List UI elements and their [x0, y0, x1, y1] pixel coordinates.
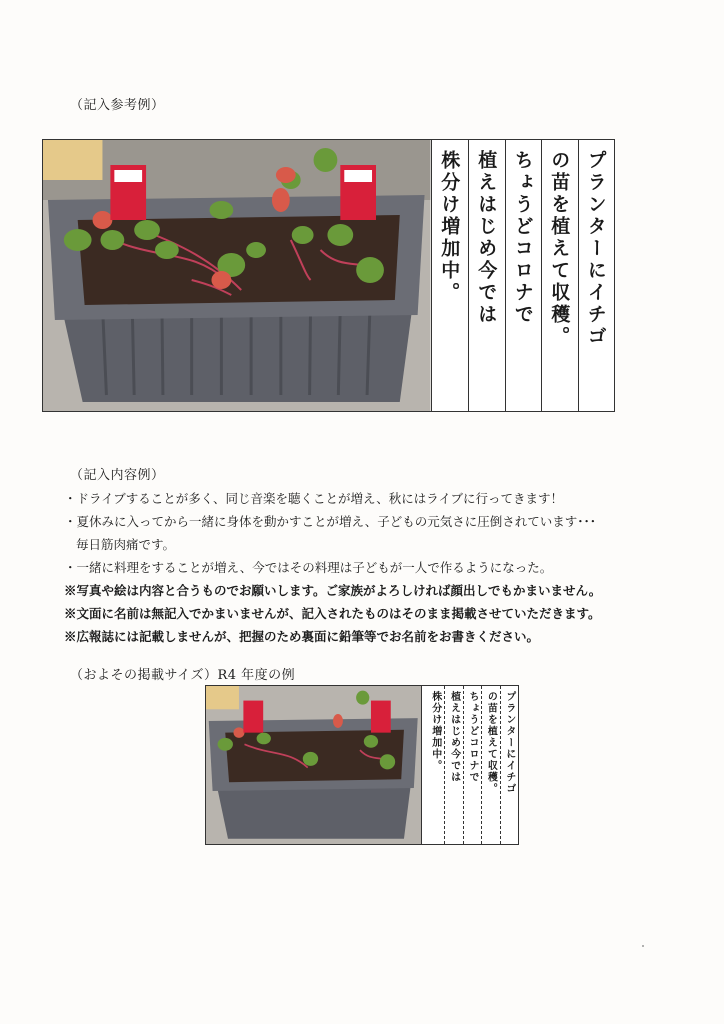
content-examples — [64, 487, 664, 648]
example-line: ・夏休みに入ってから一緒に身体を動かすことが増え、子どもの元気さに圧倒されています･･･ — [64, 514, 597, 529]
note-line: ※文面に名前は無記入でかまいませんが、記入されたものはそのまま掲載させていただきます。 — [64, 606, 601, 621]
example-line: 毎日筋肉痛です。 — [76, 537, 176, 552]
section-heading-size: （およその掲載サイズ）R4 年度の例 — [70, 668, 296, 683]
section-heading-content: （記入内容例） — [70, 468, 165, 483]
note-line: ※写真や絵は内容と合うものでお願いします。ご家族がよろしければ顔出しでもかまいません。 — [64, 583, 602, 598]
example-card-small — [205, 685, 519, 845]
example-line: ・ドライブすることが多く、同じ音楽を聴くことが増え、秋にはライブに行ってきます！ — [64, 491, 564, 506]
planter-photo — [43, 140, 432, 411]
scan-speck — [642, 945, 644, 947]
caption-column: の苗を植えて収穫。 — [481, 686, 499, 844]
caption-column: 株分け増加中。 — [429, 691, 441, 772]
example-line: ・一緒に料理をすることが増え、今ではその料理は子どもが一人で作るようになった。 — [64, 560, 553, 575]
caption-column: 植えはじめ今では — [468, 140, 505, 411]
caption-column: プランターにイチゴ — [578, 140, 615, 411]
section-heading-example: （記入参考例） — [70, 98, 165, 113]
caption-column: の苗を植えて収穫。 — [541, 140, 578, 411]
caption-column: ちょうどコロナで — [463, 686, 481, 844]
caption-column: 株分け増加中。 — [438, 150, 461, 304]
example-card-large — [42, 139, 615, 412]
vertical-caption-small — [422, 686, 518, 844]
caption-column: ちょうどコロナで — [505, 140, 542, 411]
vertical-caption — [432, 140, 615, 411]
note-line: ※広報誌には記載しませんが、把握のため裏面に鉛筆等でお名前をお書きください。 — [64, 629, 540, 644]
caption-column: 植えはじめ今では — [444, 686, 462, 844]
caption-column: プランターにイチゴ — [500, 686, 518, 844]
planter-photo-small — [206, 686, 422, 844]
